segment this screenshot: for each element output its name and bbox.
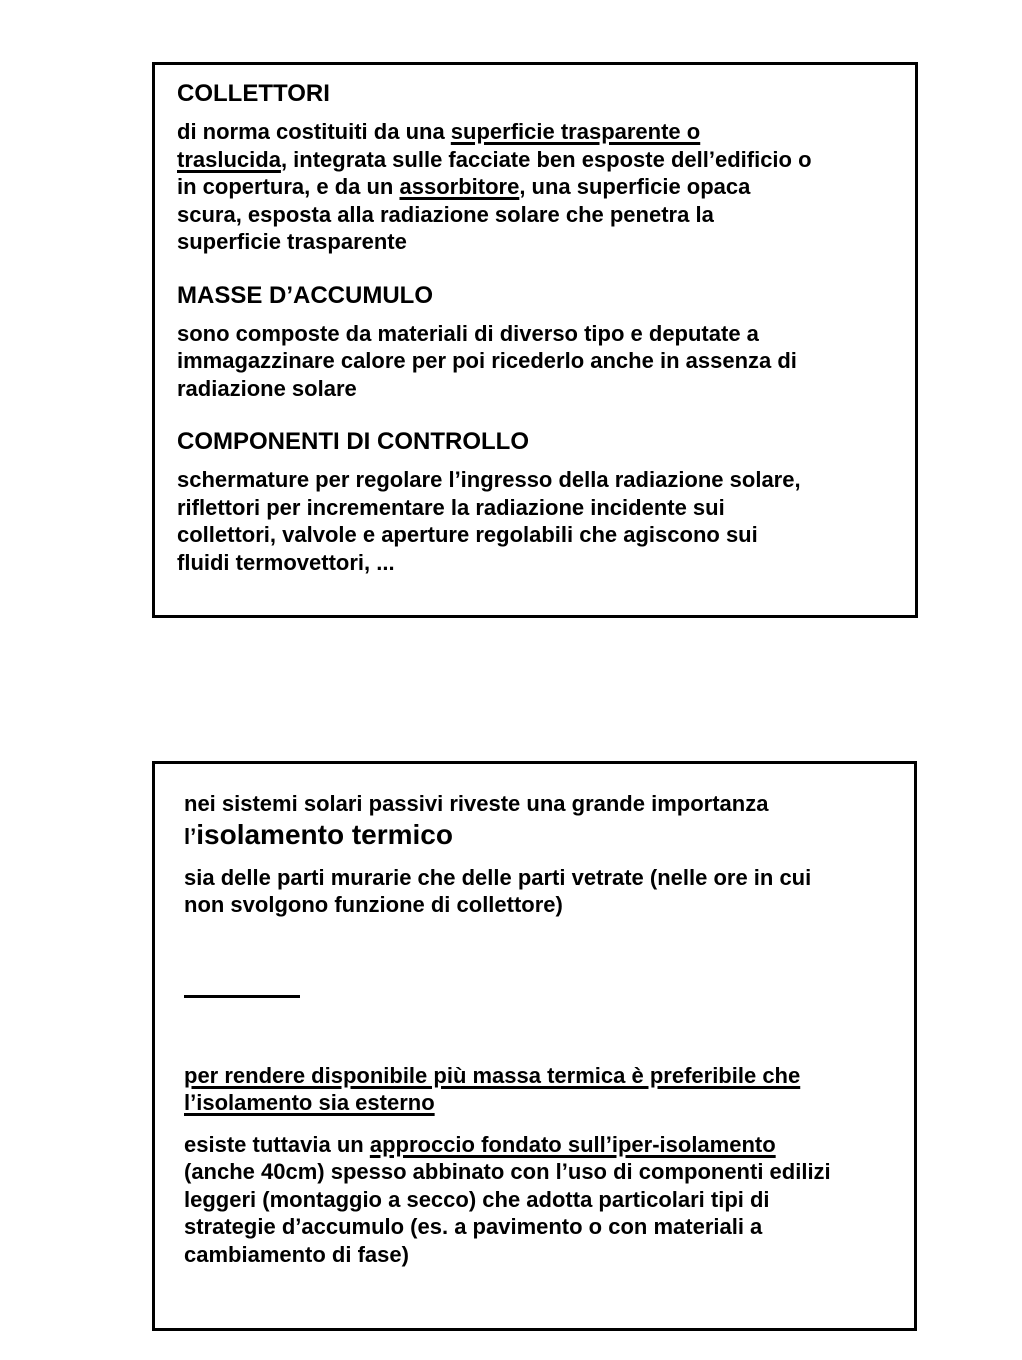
masse-daccumulo-heading: MASSE D’ACCUMULO (177, 281, 433, 309)
underlined-text-run: superficie trasparente o traslucida (177, 119, 701, 172)
section-masse-daccumulo (177, 282, 895, 403)
divider-line (184, 995, 300, 998)
closing-paragraph (184, 1131, 855, 1269)
collettori-paragraph (177, 118, 813, 256)
statement-paragraph (184, 1062, 855, 1117)
closing-lead-line (184, 1131, 855, 1159)
text-run: di norma costituiti da una (177, 119, 451, 144)
statement-underlined-text: per rendere disponibile più massa termica è preferibile che l’isolamento sia esterno (184, 1062, 801, 1115)
closing-rest-text: (anche 40cm) spesso abbinato con l’uso di componenti edilizi leggeri (montaggio a secco) che adotta particolari tipi di strategie d’accumulo (es. a pavimento o con materiali a cambiamento di fase) (184, 1159, 831, 1267)
masse-daccumulo-paragraph (177, 320, 813, 403)
text-run: esiste tuttavia un (184, 1131, 370, 1157)
text-run: sono composte da materiali di diverso tipo e deputate a immagazzinare calore per poi ricederlo anche in assenza di radiazione solare (177, 320, 797, 401)
emphasis-text: isolamento termico (196, 818, 453, 850)
componenti-di-controllo-paragraph (177, 466, 813, 576)
passive-solar-components-box (152, 62, 918, 618)
underlined-text-run: assorbitore (399, 174, 520, 199)
section-collettori (177, 80, 895, 256)
section-componenti-di-controllo (177, 428, 895, 576)
isolamento-termico-box (152, 761, 917, 1331)
underlined-text-run: approccio fondato sull’iper-isolamento (369, 1131, 776, 1157)
text-run: schermature per regolare l’ingresso della radiazione solare, riflettori per incrementare la radiazione incidente sui collettori, valvole e aperture regolabili che agiscono sui fluidi termovettori, ... (177, 467, 801, 575)
text-run: , una superficie opaca scura, esposta alla radiazione solare che penetra la superficie trasparente (177, 174, 751, 254)
text-run: , integrata sulle facciate ben esposte dell’edificio o in copertura, e da un (177, 146, 812, 199)
intro-line: nei sistemi solari passivi riveste una grande importanza (184, 791, 769, 816)
emphasis-prefix: l’ (184, 823, 197, 849)
emphasis-line (184, 818, 902, 854)
componenti-di-controllo-heading: COMPONENTI DI CONTROLLO (177, 428, 529, 455)
detail-paragraph: sia delle parti murarie che delle parti vetrate (nelle ore in cui non svolgono funzione di collettore) (184, 864, 812, 917)
collettori-heading: COLLETTORI (177, 80, 330, 107)
